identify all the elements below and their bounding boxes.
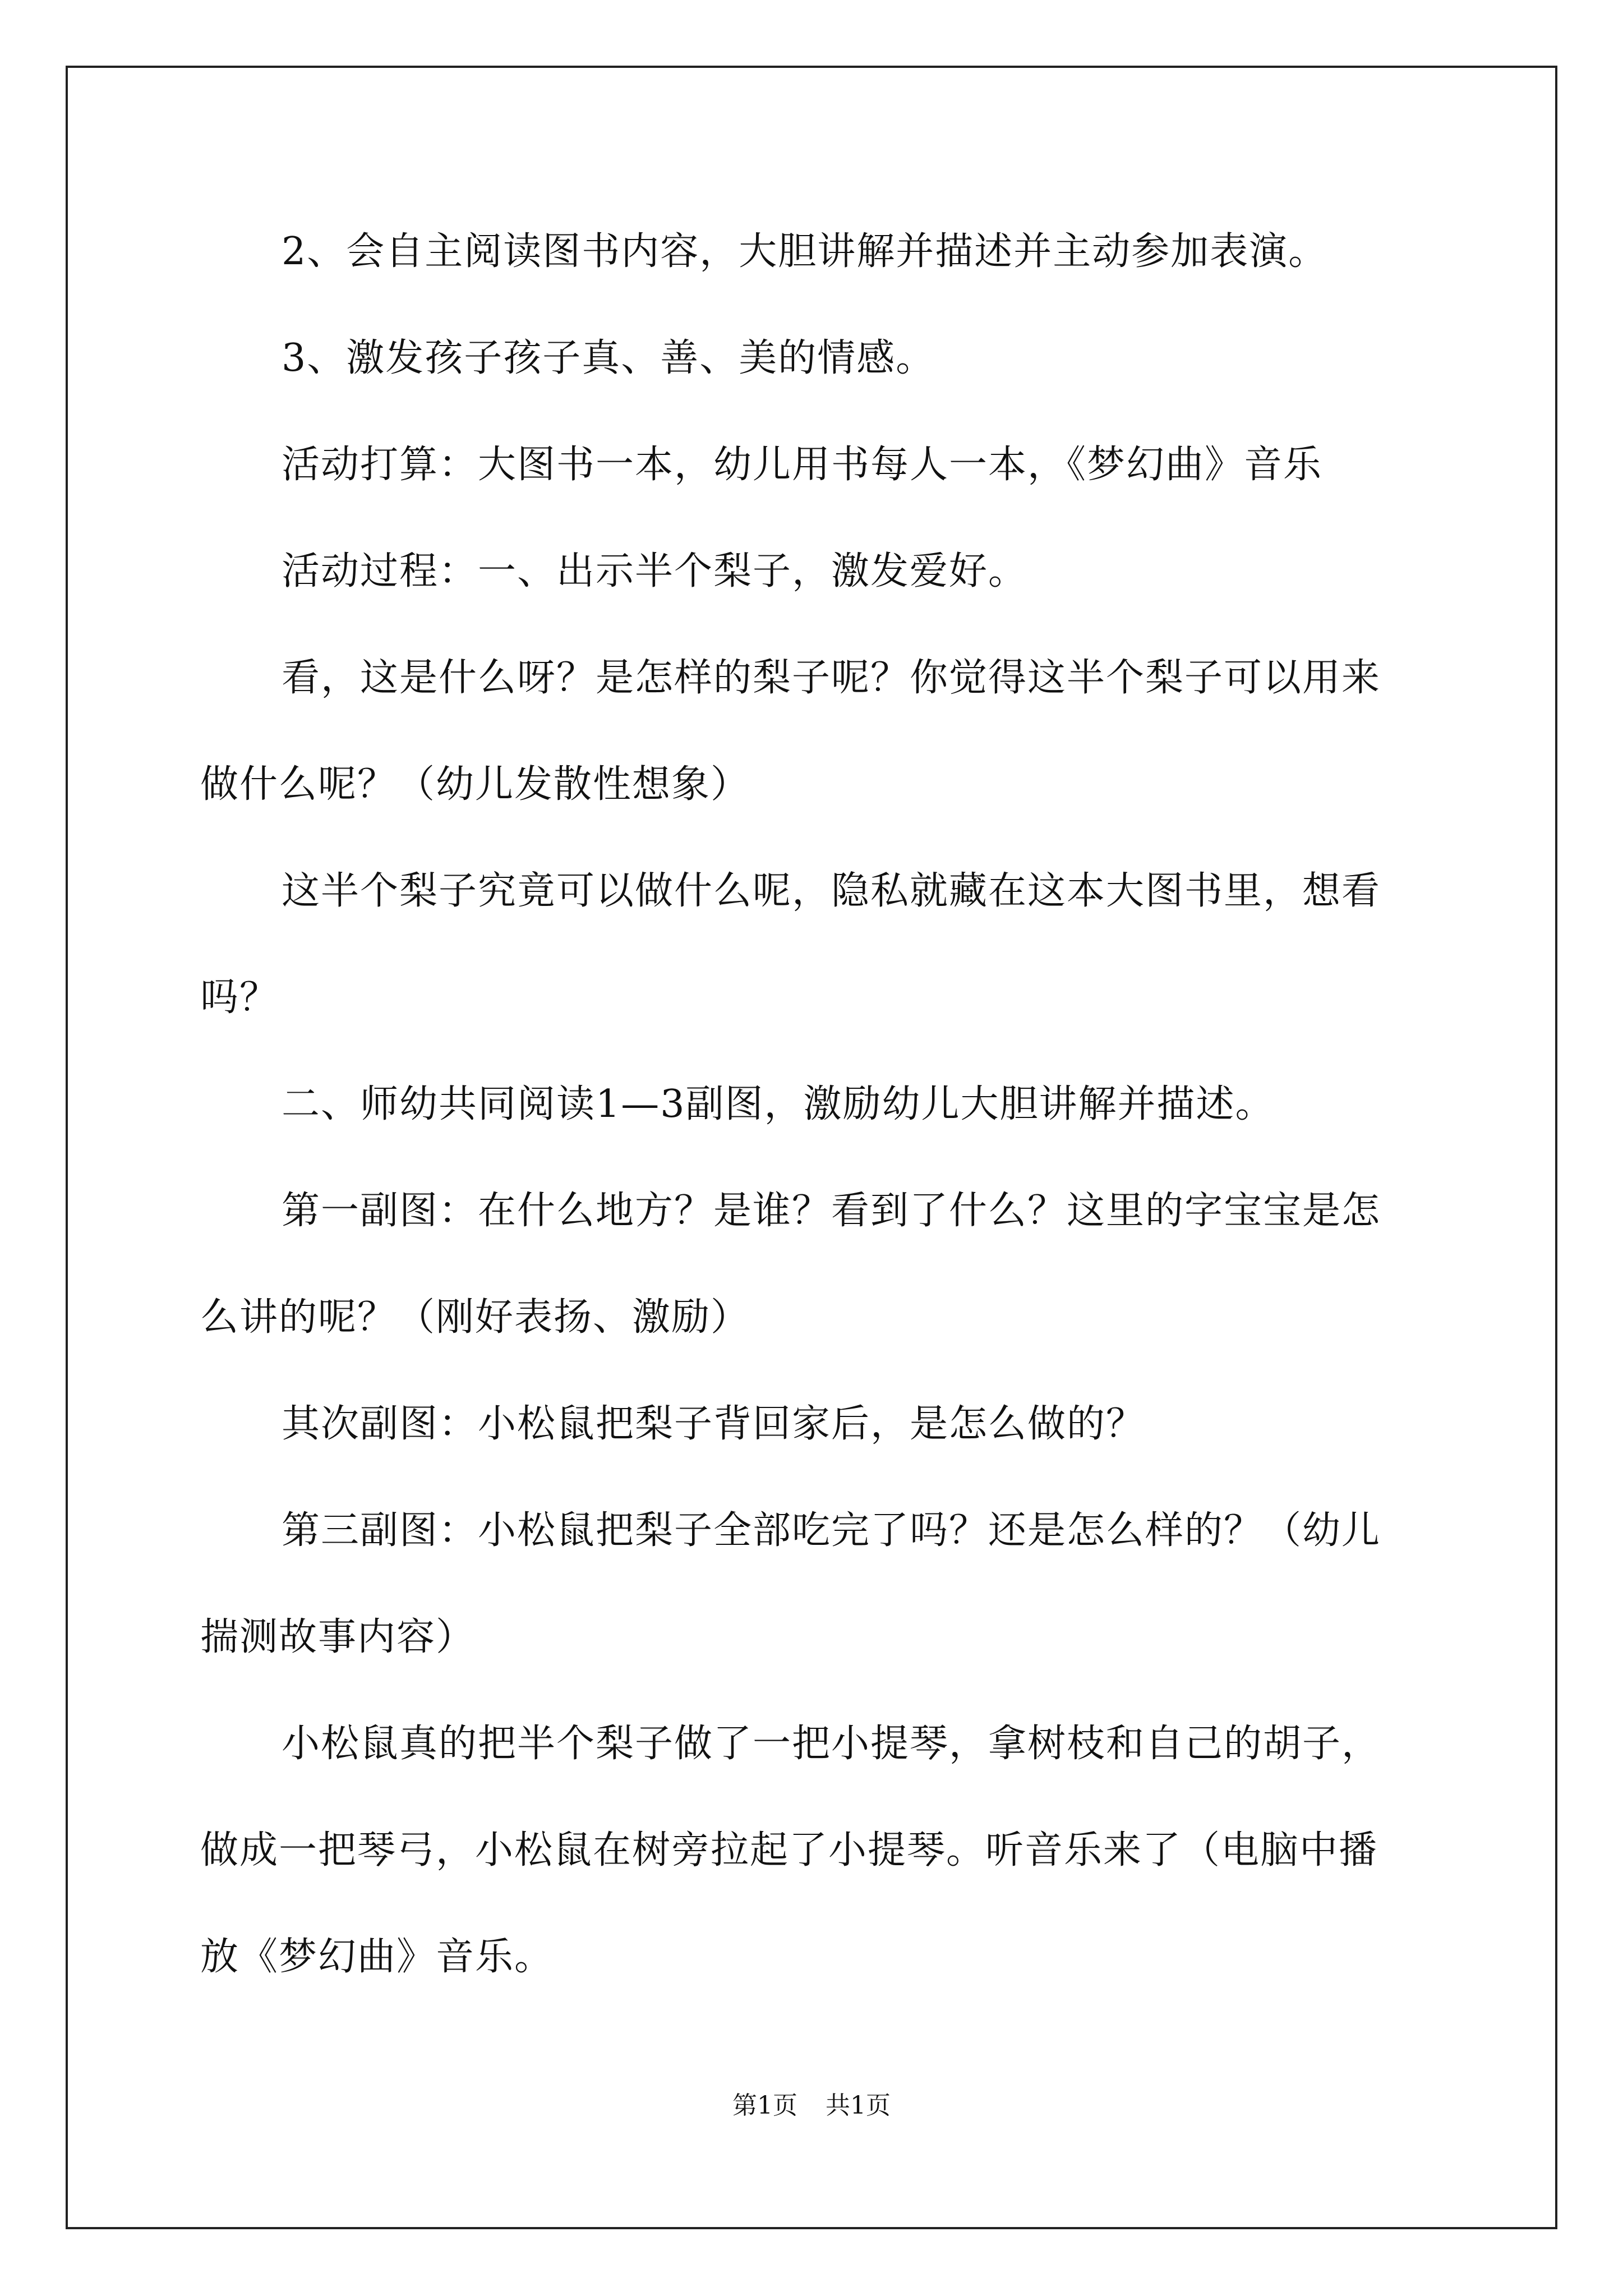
- paragraph-picture2: 其次副图：小松鼠把梨子背回家后，是怎么做的？: [282, 1402, 1146, 1446]
- paragraph-secret-line2: 吗？: [200, 976, 279, 1020]
- paragraph-picture3-line1: 第三副图：小松鼠把梨子全部吃完了吗？还是怎么样的？（幼儿: [282, 1508, 1381, 1553]
- paragraph-violin-line3: 放《梦幻曲》音乐。: [200, 1935, 554, 1979]
- paragraph-violin-line1: 小松鼠真的把半个梨子做了一把小提琴，拿树枝和自己的胡子，: [282, 1722, 1381, 1766]
- paragraph-shared-reading: 二、师幼共同阅读1—3副图，激励幼儿大胆讲解并描述。: [282, 1082, 1275, 1126]
- paragraph-picture1-line2: 么讲的呢？（刚好表扬、激励）: [200, 1295, 750, 1340]
- paragraph-question-line1: 看，这是什么呀？是怎样的梨子呢？你觉得这半个梨子可以用来: [282, 656, 1381, 700]
- paragraph-process-start: 活动过程：一、出示半个梨子，激发爱好。: [282, 549, 1028, 593]
- paragraph-preparation: 活动打算：大图书一本，幼儿用书每人一本，《梦幻曲》音乐: [282, 443, 1323, 487]
- page-total: 共1页: [826, 2091, 891, 2120]
- paragraph-goal-3: 3、激发孩子孩子真、善、美的情感。: [282, 336, 935, 380]
- paragraph-violin-line2: 做成一把琴弓，小松鼠在树旁拉起了小提琴。听音乐来了（电脑中播: [200, 1828, 1378, 1872]
- page-footer: [0, 2093, 1623, 2118]
- paragraph-question-line2: 做什么呢？（幼儿发散性想象）: [200, 762, 750, 807]
- page-border: [66, 66, 1557, 2229]
- paragraph-picture1-line1: 第一副图：在什么地方？是谁？看到了什么？这里的字宝宝是怎: [282, 1189, 1381, 1233]
- page-number: 第1页: [732, 2091, 797, 2120]
- paragraph-goal-2: 2、会自主阅读图书内容，大胆讲解并描述并主动参加表演。: [282, 229, 1328, 274]
- paragraph-picture3-line2: 揣测故事内容）: [200, 1615, 476, 1659]
- paragraph-secret-line1: 这半个梨子究竟可以做什么呢，隐私就藏在这本大图书里，想看: [282, 869, 1381, 913]
